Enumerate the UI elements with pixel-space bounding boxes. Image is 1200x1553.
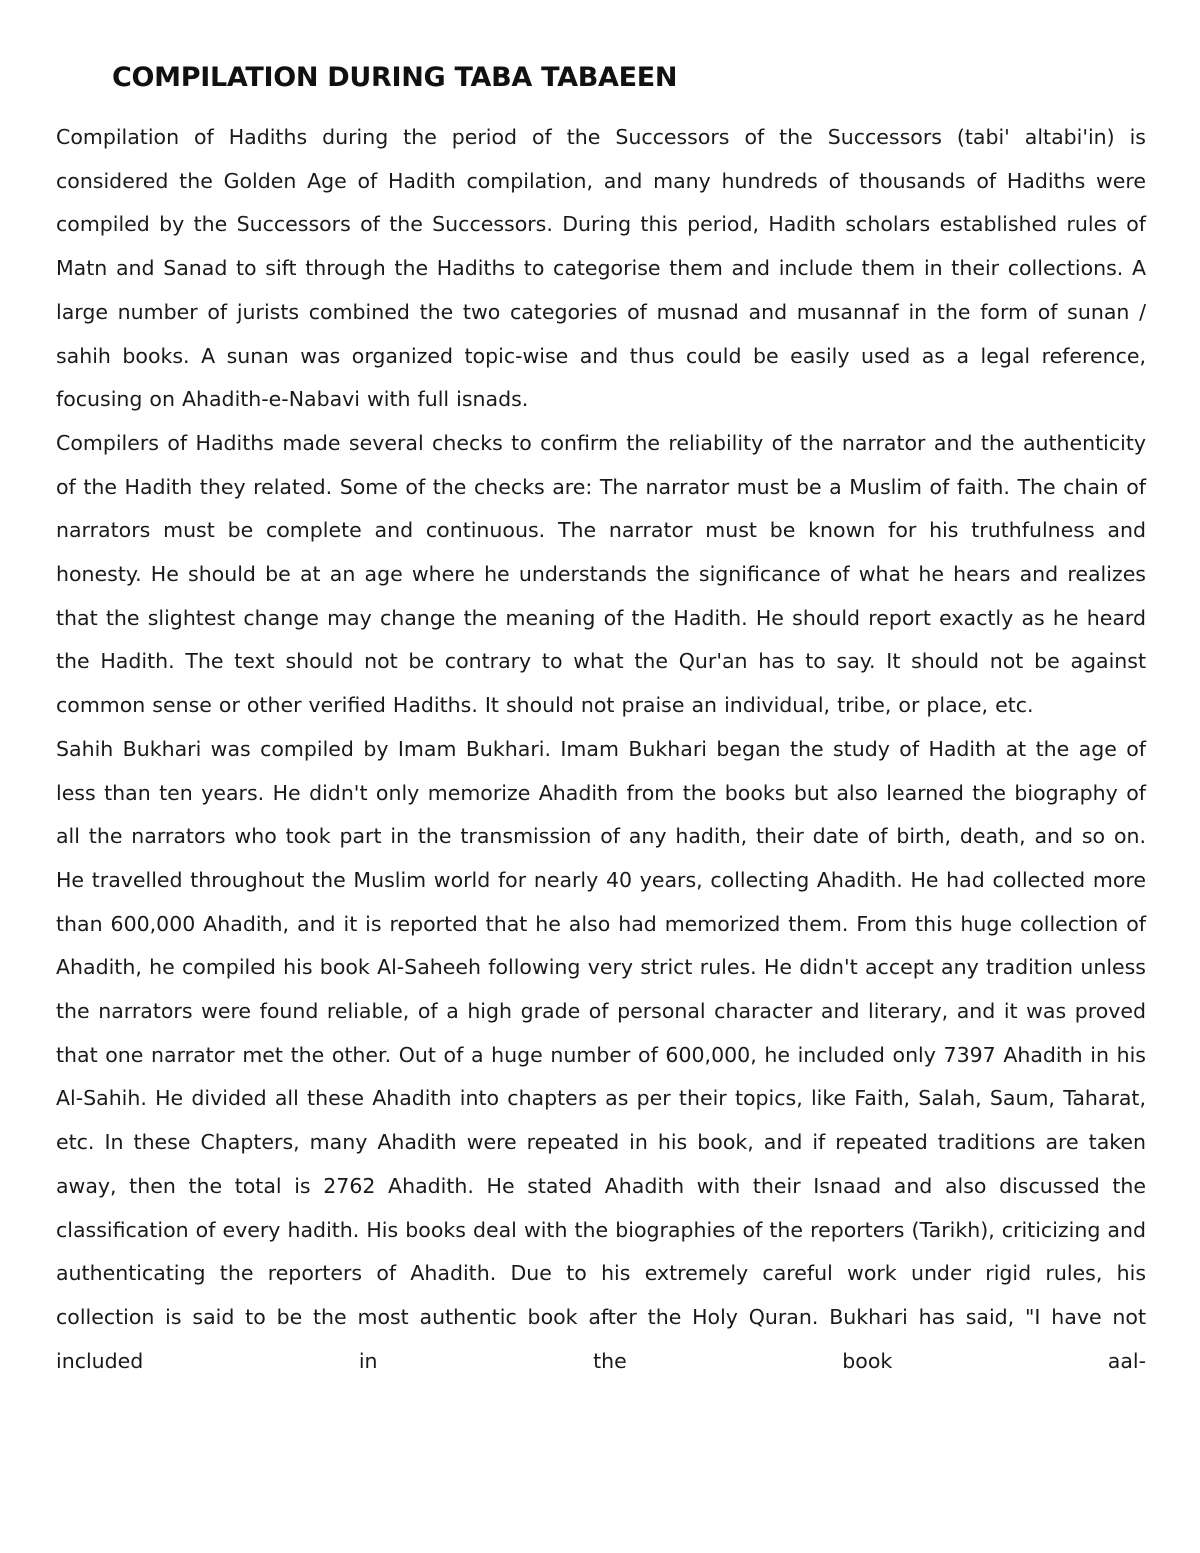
paragraph-reliability-checks: Compilers of Hadiths made several checks to confirm the reliability of the narrator and the authenticity of the Hadith they related. Some of the checks are: The narrator must be a Muslim of faith. The chain of narrators must be complete and continuous. The narrator must be known for his truthfulness and honesty. He should be at an age where he understands the significance of what he hears and realizes that the slightest change may change the meaning of the Hadith. He should report exactly as he heard the Hadith. The text should not be contrary to what the Qur'an has to say. It should not be against common sense or other verified Hadiths. It should not praise an individual, tribe, or place, etc. — [56, 430, 1146, 718]
document-page — [56, 60, 1146, 1383]
page-title: COMPILATION DURING TABA TABAEEN — [112, 62, 678, 93]
paragraph-golden-age: Compilation of Hadiths during the period of the Successors of the Successors (tabi' altabi'in) is considered the Golden Age of Hadith compilation, and many hundreds of thousands of Hadiths were compiled by the Successors of the Successors. During this period, Hadith scholars established rules of Matn and Sanad to sift through the Hadiths to categorise them and include them in their collections. A large number of jurists combined the two categories of musnad and musannaf in the form of sunan / sahih books. A sunan was organized topic-wise and thus could be easily used as a legal reference, focusing on Ahadith-e-Nabavi with full isnads. — [56, 125, 1146, 412]
paragraph-sahih-bukhari: Sahih Bukhari was compiled by Imam Bukhari. Imam Bukhari began the study of Hadith at the age of less than ten years. He didn't only memorize Ahadith from the books but also learned the biography of all the narrators who took part in the transmission of any hadith, their date of birth, death, and so on. He travelled throughout the Muslim world for nearly 40 years, collecting Ahadith. He had collected more than 600,000 Ahadith, and it is reported that he also had memorized them. From this huge collection of Ahadith, he compiled his book Al-Saheeh following very strict rules. He didn't accept any tradition unless the narrators were found reliable, of a high grade of personal character and literary, and it was proved that one narrator met the other. Out of a huge number of 600,000, he included only 7397 Ahadith in his Al-Sahih. He divided all these Ahadith into chapters as per their topics, like Faith, Salah, Saum, Taharat, etc. In these Chapters, many Ahadith were repeated in his book, and if repeated traditions are taken away, then the total is 2762 Ahadith. He stated Ahadith with their Isnaad and also discussed the classification of every hadith. His books deal with the biographies of the reporters (Tarikh), criticizing and authenticating the reporters of Ahadith. Due to his extremely careful work under rigid rules, his collection is said to be the most authentic book after the Holy Quran. Bukhari has said, "I have not included in the book aal- — [56, 736, 1146, 1373]
